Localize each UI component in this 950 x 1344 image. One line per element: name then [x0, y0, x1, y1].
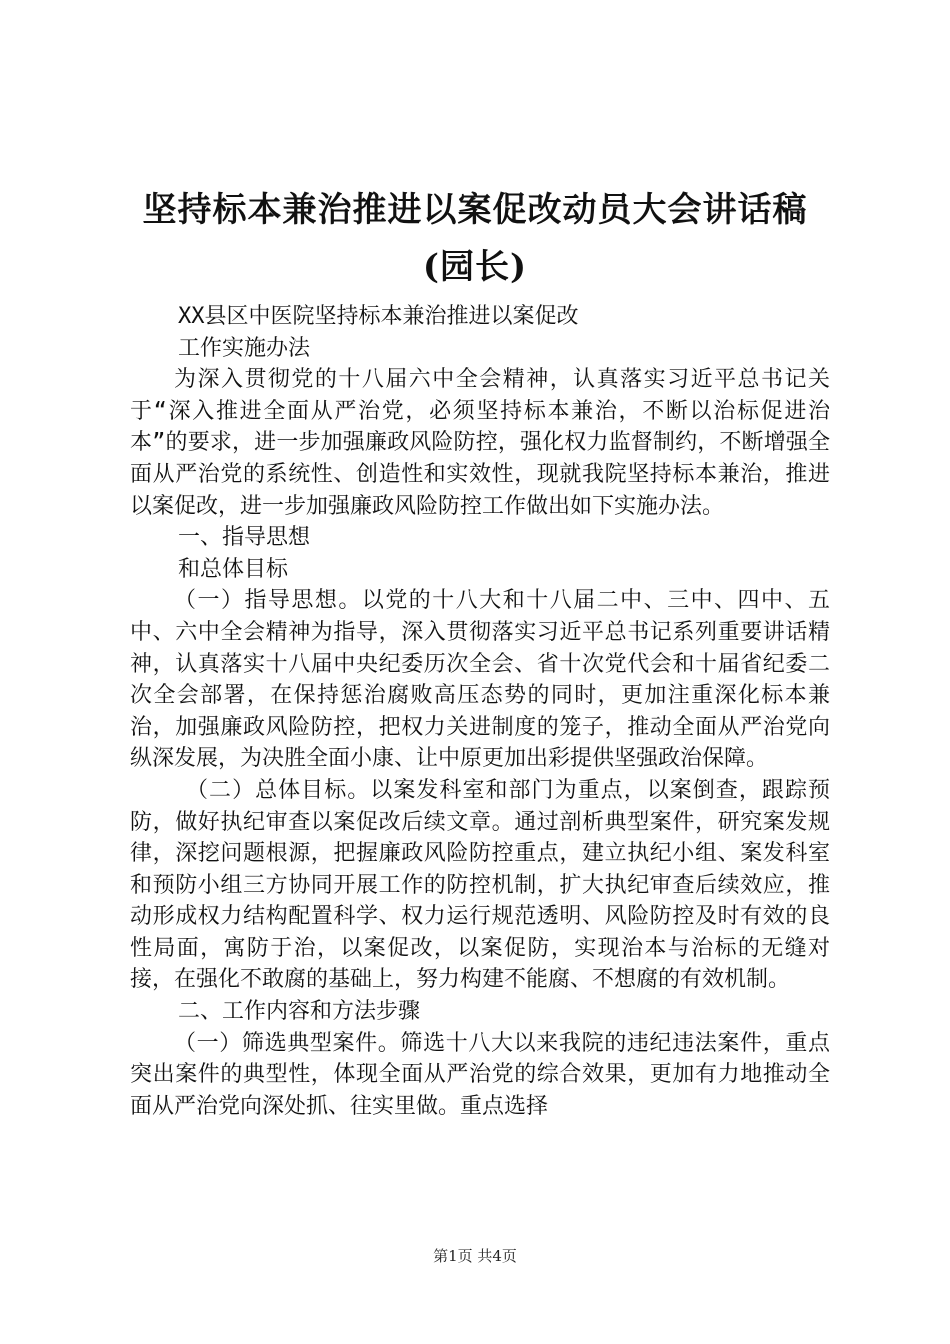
page-footer: 第1页 共4页	[433, 1247, 517, 1265]
paragraph-overall-goal: （二）总体目标。以案发科室和部门为重点，以案倒查，跟踪预防，做好执纪审查以案促改后续文章。通过剖析典型案件，研究案发规律，深挖问题根源，把握廉政风险防控重点，建立执纪小组、案发科室和预防小组三方协同开展工作的防控机制，扩大执纪审查后续效应，推动形成权力结构配置科学、权力运行规范透明、风险防控及时有效的良性局面，寓防于治，以案促改，以案促防，实现治本与治标的无缝对接，在强化不敢腐的基础上，努力构建不能腐、不想腐的有效机制。	[130, 777, 830, 993]
paragraph-guiding-thought: （一）指导思想。以党的十八大和十八届二中、三中、四中、五中、六中全会精神为指导，深入贯彻落实习近平总书记系列重要讲话精神，认真落实十八届中央纪委历次全会、省十次党代会和十届省纪委二次全会部署，在保持惩治腐败高压态势的同时，更加注重深化标本兼治，加强廉政风险防控，把权力关进制度的笼子，推动全面从严治党向纵深发展，为决胜全面小康、让中原更加出彩提供坚强政治保障。	[130, 588, 830, 772]
paragraph-screen-cases: （一）筛选典型案件。筛选十八大以来我院的违纪违法案件，重点突出案件的典型性，体现全面从严治党的综合效果，更加有力地推动全面从严治党向深处抓、往实里做。重点选择	[130, 1030, 830, 1119]
intro-paragraph: 为深入贯彻党的十八届六中全会精神，认真落实习近平总书记关于“深入推进全面从严治党，必须坚持标本兼治，不断以治标促进治本”的要求，进一步加强廉政风险防控，强化权力监督制约，不断增强全面从严治党的系统性、创造性和实效性，现就我院坚持标本兼治，推进以案促改，进一步加强廉政风险防控工作做出如下实施办法。	[130, 367, 830, 519]
section-heading-2: 二、工作内容和方法步骤	[178, 999, 421, 1025]
section-heading-1-continued: 和总体目标	[178, 556, 289, 582]
document-body	[130, 301, 830, 1122]
document-title: 坚持标本兼治推进以案促改动员大会讲话稿	[142, 190, 808, 230]
unit-heading-continued: 工作实施办法	[178, 335, 311, 361]
unit-heading: XX县区中医院坚持标本兼治推进以案促改	[178, 304, 579, 329]
document-title-subtitle: (园长)	[422, 247, 528, 287]
section-heading-1: 一、指导思想	[178, 525, 311, 551]
